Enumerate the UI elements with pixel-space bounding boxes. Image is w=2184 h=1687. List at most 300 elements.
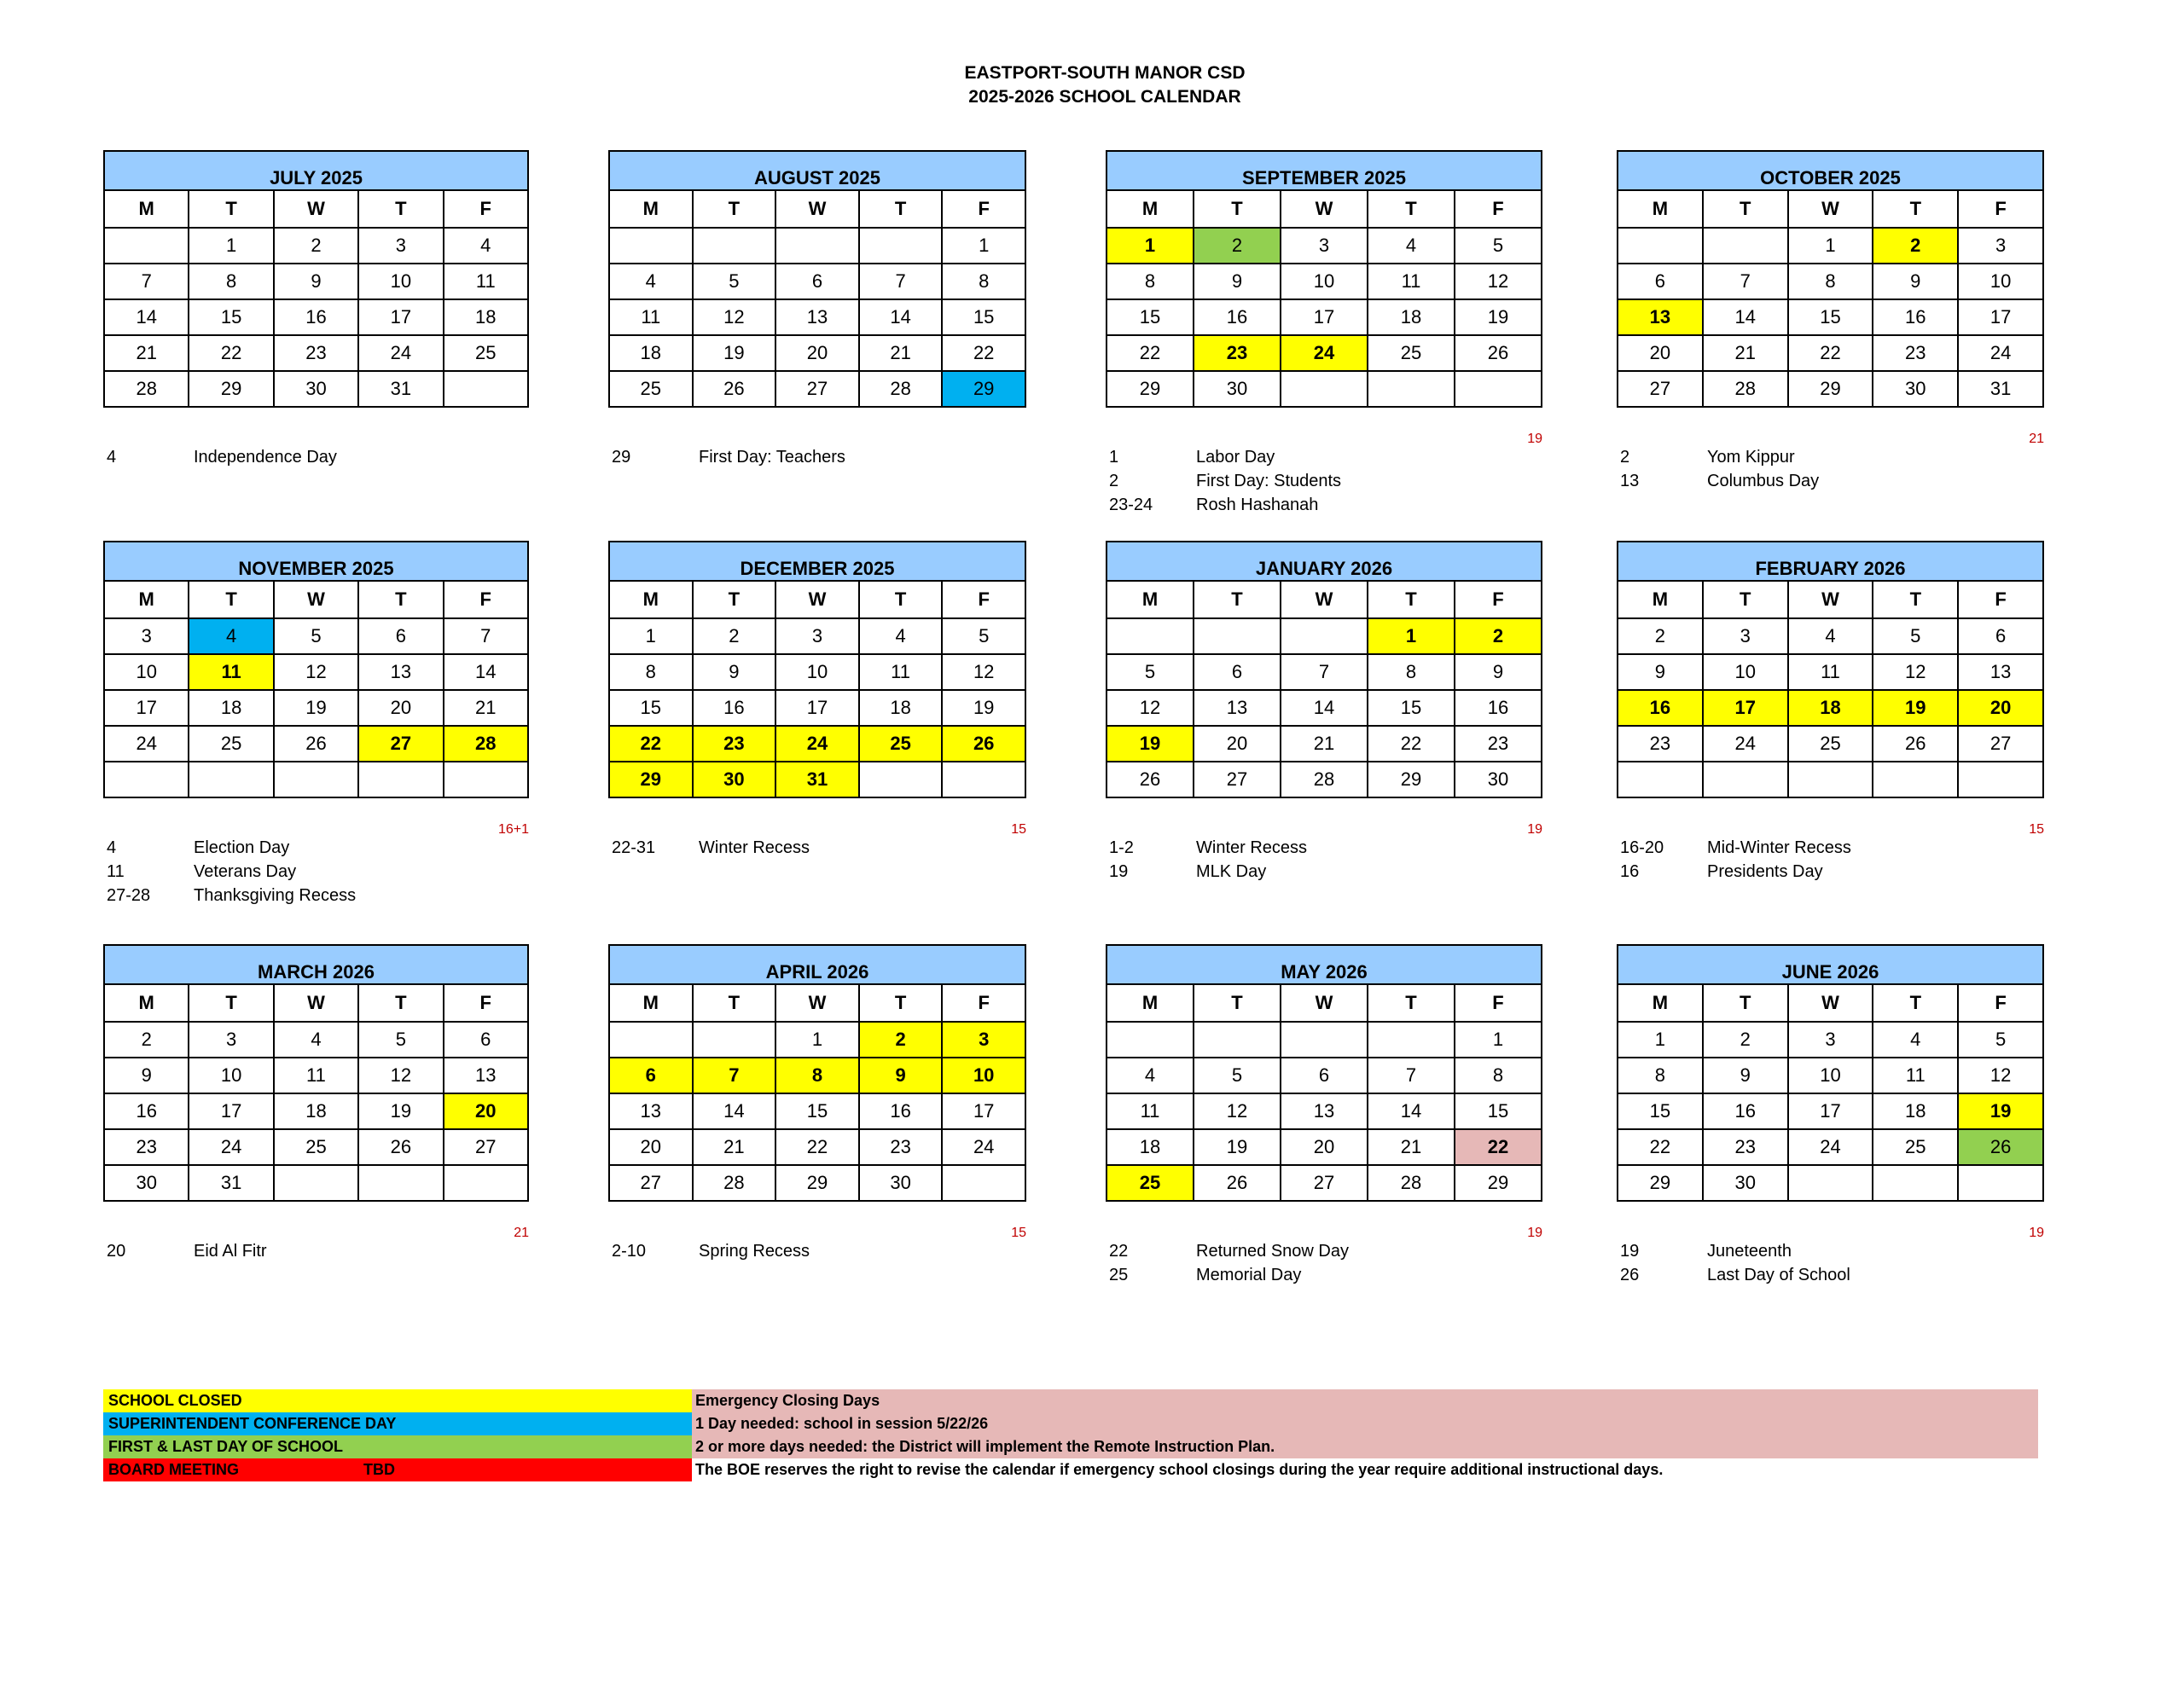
day-cell: 12 bbox=[1455, 264, 1542, 299]
weekday-header: F bbox=[942, 190, 1025, 228]
note-date: 1-2 bbox=[1109, 838, 1134, 857]
weekday-header: T bbox=[358, 190, 443, 228]
weekday-header: W bbox=[1788, 984, 1873, 1022]
day-cell: 26 bbox=[274, 726, 358, 762]
note-date: 16-20 bbox=[1620, 838, 1664, 857]
day-cell: 19 bbox=[1455, 299, 1542, 335]
day-cell: 23 bbox=[1873, 335, 1958, 371]
day-cell: 23 bbox=[693, 726, 776, 762]
week-row bbox=[1618, 654, 2043, 690]
day-cell bbox=[1958, 762, 2043, 797]
day-cell bbox=[942, 1165, 1025, 1201]
legend bbox=[103, 1389, 2038, 1481]
day-cell: 4 bbox=[1788, 618, 1873, 654]
weekday-header: W bbox=[274, 984, 358, 1022]
day-cell: 13 bbox=[444, 1058, 528, 1093]
weekday-header: T bbox=[1703, 190, 1788, 228]
day-cell: 6 bbox=[1281, 1058, 1368, 1093]
legend-school-closed: SCHOOL CLOSED bbox=[103, 1389, 692, 1412]
week-row bbox=[1107, 690, 1542, 726]
month-title: OCTOBER 2025 bbox=[1618, 151, 2043, 190]
month-notes bbox=[1109, 1239, 1546, 1287]
day-cell: 13 bbox=[1618, 299, 1703, 335]
day-cell: 5 bbox=[942, 618, 1025, 654]
day-cell: 19 bbox=[1873, 690, 1958, 726]
month-table bbox=[1106, 944, 1542, 1202]
week-row bbox=[609, 228, 1025, 264]
note-date: 26 bbox=[1620, 1266, 1640, 1284]
weekday-header: T bbox=[1873, 984, 1958, 1022]
day-cell: 27 bbox=[358, 726, 443, 762]
day-cell: 2 bbox=[1194, 228, 1281, 264]
note-date: 2 bbox=[1109, 472, 1119, 490]
day-cell: 18 bbox=[444, 299, 528, 335]
note-description: Yom Kippur bbox=[1707, 448, 1795, 467]
day-cell: 8 bbox=[942, 264, 1025, 299]
day-cell: 2 bbox=[104, 1022, 189, 1058]
day-cell: 20 bbox=[1618, 335, 1703, 371]
day-cell: 15 bbox=[189, 299, 273, 335]
day-cell: 20 bbox=[1281, 1129, 1368, 1165]
day-cell bbox=[1107, 1022, 1194, 1058]
note-item bbox=[1620, 860, 2048, 884]
week-row bbox=[104, 1093, 528, 1129]
day-cell: 22 bbox=[1618, 1129, 1703, 1165]
day-cell: 13 bbox=[1281, 1093, 1368, 1129]
day-cell: 7 bbox=[1281, 654, 1368, 690]
weekday-header: T bbox=[693, 190, 776, 228]
day-cell bbox=[104, 228, 189, 264]
day-cell: 28 bbox=[104, 371, 189, 407]
note-item bbox=[1109, 836, 1546, 860]
day-cell: 29 bbox=[189, 371, 273, 407]
week-row bbox=[104, 228, 528, 264]
day-cell: 5 bbox=[1194, 1058, 1281, 1093]
day-cell: 22 bbox=[775, 1129, 859, 1165]
day-cell: 22 bbox=[189, 335, 273, 371]
legend-row-conference bbox=[103, 1412, 2038, 1435]
week-row bbox=[1107, 618, 1542, 654]
day-cell: 4 bbox=[859, 618, 943, 654]
day-cell: 11 bbox=[1788, 654, 1873, 690]
week-row bbox=[609, 1058, 1025, 1093]
note-date: 1 bbox=[1109, 448, 1119, 467]
weekday-header: F bbox=[1455, 190, 1542, 228]
month-notes bbox=[1620, 1239, 2048, 1287]
weekday-header: M bbox=[1618, 984, 1703, 1022]
day-cell: 30 bbox=[274, 371, 358, 407]
day-cell: 2 bbox=[274, 228, 358, 264]
weekday-header: F bbox=[444, 984, 528, 1022]
day-cell: 5 bbox=[274, 618, 358, 654]
weekday-header: M bbox=[609, 984, 693, 1022]
day-cell: 28 bbox=[444, 726, 528, 762]
month-calendar bbox=[608, 150, 1026, 467]
month-table bbox=[608, 944, 1026, 1202]
day-cell bbox=[189, 762, 273, 797]
day-cell: 14 bbox=[859, 299, 943, 335]
day-cell: 29 bbox=[775, 1165, 859, 1201]
week-row bbox=[609, 1165, 1025, 1201]
month-title: AUGUST 2025 bbox=[609, 151, 1025, 190]
day-cell: 6 bbox=[1958, 618, 2043, 654]
day-cell: 8 bbox=[1788, 264, 1873, 299]
day-cell: 25 bbox=[609, 371, 693, 407]
day-cell: 20 bbox=[1958, 690, 2043, 726]
weekday-header: T bbox=[693, 581, 776, 618]
week-row bbox=[1107, 1129, 1542, 1165]
day-cell: 13 bbox=[775, 299, 859, 335]
week-row bbox=[1618, 299, 2043, 335]
day-cell: 17 bbox=[1281, 299, 1368, 335]
note-date: 11 bbox=[107, 862, 125, 881]
note-date: 13 bbox=[1620, 472, 1640, 490]
day-cell: 9 bbox=[1703, 1058, 1788, 1093]
weekday-header: T bbox=[859, 984, 943, 1022]
day-cell: 2 bbox=[693, 618, 776, 654]
day-cell: 5 bbox=[693, 264, 776, 299]
day-cell bbox=[609, 228, 693, 264]
day-cell bbox=[1281, 371, 1368, 407]
month-table bbox=[1617, 150, 2044, 408]
week-row bbox=[104, 264, 528, 299]
day-cell: 2 bbox=[859, 1022, 943, 1058]
day-cell: 24 bbox=[1703, 726, 1788, 762]
day-cell: 28 bbox=[859, 371, 943, 407]
day-cell: 26 bbox=[1107, 762, 1194, 797]
day-cell: 14 bbox=[1281, 690, 1368, 726]
week-row bbox=[1107, 1165, 1542, 1201]
day-cell: 16 bbox=[1873, 299, 1958, 335]
day-cell: 12 bbox=[274, 654, 358, 690]
week-row bbox=[1618, 1022, 2043, 1058]
weekday-header: T bbox=[1873, 190, 1958, 228]
day-cell: 15 bbox=[609, 690, 693, 726]
instructional-day-count: 19 bbox=[1527, 432, 1542, 446]
legend-row-closed bbox=[103, 1389, 2038, 1412]
day-cell: 29 bbox=[1455, 1165, 1542, 1201]
note-item bbox=[1109, 1263, 1546, 1287]
instructional-day-count: 15 bbox=[1011, 1226, 1026, 1240]
weekday-header: W bbox=[775, 984, 859, 1022]
day-cell: 25 bbox=[1368, 335, 1455, 371]
note-item bbox=[107, 445, 532, 469]
day-cell bbox=[1788, 762, 1873, 797]
week-row bbox=[609, 335, 1025, 371]
note-item bbox=[1620, 1239, 2048, 1263]
day-cell bbox=[1703, 762, 1788, 797]
day-cell bbox=[358, 1165, 443, 1201]
day-cell: 6 bbox=[444, 1022, 528, 1058]
note-description: First Day: Students bbox=[1196, 472, 1342, 490]
week-row bbox=[609, 654, 1025, 690]
week-row bbox=[1107, 1093, 1542, 1129]
note-date: 19 bbox=[1620, 1242, 1640, 1261]
note-description: Labor Day bbox=[1196, 448, 1275, 467]
note-item bbox=[1620, 836, 2048, 860]
day-cell bbox=[1618, 762, 1703, 797]
month-title: JULY 2025 bbox=[104, 151, 528, 190]
day-cell: 1 bbox=[1788, 228, 1873, 264]
day-cell: 19 bbox=[942, 690, 1025, 726]
note-item bbox=[107, 1239, 532, 1263]
weekday-header: W bbox=[274, 581, 358, 618]
note-date: 25 bbox=[1109, 1266, 1129, 1284]
note-item bbox=[1620, 1263, 2048, 1287]
week-row bbox=[104, 690, 528, 726]
note-item bbox=[1109, 1239, 1546, 1263]
day-cell: 13 bbox=[358, 654, 443, 690]
instructional-day-count: 15 bbox=[1011, 822, 1026, 837]
day-cell bbox=[1958, 1165, 2043, 1201]
day-cell: 25 bbox=[1107, 1165, 1194, 1201]
day-cell bbox=[859, 228, 943, 264]
title-year: 2025-2026 SCHOOL CALENDAR bbox=[968, 87, 1241, 107]
weekday-header: W bbox=[1281, 190, 1368, 228]
month-title: JANUARY 2026 bbox=[1107, 542, 1542, 581]
day-cell: 1 bbox=[609, 618, 693, 654]
day-cell: 16 bbox=[274, 299, 358, 335]
day-cell: 3 bbox=[104, 618, 189, 654]
month-notes bbox=[107, 1239, 532, 1263]
day-cell: 26 bbox=[693, 371, 776, 407]
day-cell bbox=[1194, 1022, 1281, 1058]
day-cell: 16 bbox=[693, 690, 776, 726]
day-cell: 16 bbox=[859, 1093, 943, 1129]
day-cell: 21 bbox=[1281, 726, 1368, 762]
day-cell: 17 bbox=[358, 299, 443, 335]
day-cell: 25 bbox=[1873, 1129, 1958, 1165]
weekday-header: F bbox=[1455, 984, 1542, 1022]
day-cell: 29 bbox=[1107, 371, 1194, 407]
day-cell: 18 bbox=[609, 335, 693, 371]
day-cell: 16 bbox=[1455, 690, 1542, 726]
note-date: 19 bbox=[1109, 862, 1129, 881]
day-cell: 11 bbox=[1368, 264, 1455, 299]
weekday-header: W bbox=[274, 190, 358, 228]
day-cell bbox=[1107, 618, 1194, 654]
note-description: Last Day of School bbox=[1707, 1266, 1850, 1284]
month-title: SEPTEMBER 2025 bbox=[1107, 151, 1542, 190]
day-cell: 19 bbox=[1194, 1129, 1281, 1165]
week-row bbox=[1618, 690, 2043, 726]
day-cell: 15 bbox=[1455, 1093, 1542, 1129]
day-cell: 17 bbox=[1703, 690, 1788, 726]
day-cell: 29 bbox=[942, 371, 1025, 407]
day-cell: 12 bbox=[693, 299, 776, 335]
weekday-header: T bbox=[1703, 581, 1788, 618]
note-description: First Day: Teachers bbox=[699, 448, 845, 467]
day-cell: 13 bbox=[609, 1093, 693, 1129]
day-cell: 10 bbox=[358, 264, 443, 299]
day-cell: 10 bbox=[1958, 264, 2043, 299]
day-cell: 10 bbox=[942, 1058, 1025, 1093]
day-cell bbox=[1788, 1165, 1873, 1201]
note-description: Spring Recess bbox=[699, 1242, 810, 1261]
day-cell: 3 bbox=[1281, 228, 1368, 264]
day-cell: 24 bbox=[942, 1129, 1025, 1165]
note-description: MLK Day bbox=[1196, 862, 1267, 881]
day-cell: 17 bbox=[1958, 299, 2043, 335]
weekday-header: F bbox=[444, 581, 528, 618]
note-date: 2 bbox=[1620, 448, 1630, 467]
month-notes bbox=[1109, 836, 1546, 884]
instructional-day-count: 16+1 bbox=[497, 822, 529, 837]
day-cell: 16 bbox=[1194, 299, 1281, 335]
legend-row-board bbox=[103, 1458, 2038, 1481]
month-table bbox=[1617, 541, 2044, 798]
day-cell: 20 bbox=[609, 1129, 693, 1165]
day-cell: 2 bbox=[1455, 618, 1542, 654]
day-cell: 16 bbox=[1618, 690, 1703, 726]
day-cell: 11 bbox=[274, 1058, 358, 1093]
week-row bbox=[1107, 299, 1542, 335]
day-cell: 25 bbox=[189, 726, 273, 762]
day-cell: 30 bbox=[1873, 371, 1958, 407]
week-row bbox=[1618, 762, 2043, 797]
day-cell: 23 bbox=[859, 1129, 943, 1165]
day-cell: 3 bbox=[1788, 1022, 1873, 1058]
day-cell bbox=[693, 1022, 776, 1058]
legend-emergency-title: Emergency Closing Days bbox=[692, 1389, 2038, 1412]
day-cell: 31 bbox=[189, 1165, 273, 1201]
note-item bbox=[612, 445, 1030, 469]
day-cell: 18 bbox=[1873, 1093, 1958, 1129]
month-title: MAY 2026 bbox=[1107, 945, 1542, 984]
day-cell: 9 bbox=[104, 1058, 189, 1093]
day-cell: 27 bbox=[775, 371, 859, 407]
day-cell: 3 bbox=[189, 1022, 273, 1058]
day-cell: 15 bbox=[775, 1093, 859, 1129]
weekday-header: T bbox=[358, 581, 443, 618]
weekday-header: W bbox=[1281, 581, 1368, 618]
month-notes bbox=[612, 1239, 1030, 1263]
day-cell: 5 bbox=[1455, 228, 1542, 264]
month-calendar bbox=[1106, 541, 1542, 881]
day-cell: 15 bbox=[1618, 1093, 1703, 1129]
week-row bbox=[1107, 264, 1542, 299]
month-notes bbox=[612, 836, 1030, 860]
day-cell: 27 bbox=[1958, 726, 2043, 762]
day-cell: 27 bbox=[1281, 1165, 1368, 1201]
weekday-header: M bbox=[104, 581, 189, 618]
day-cell: 2 bbox=[1873, 228, 1958, 264]
month-notes bbox=[1620, 445, 2048, 493]
day-cell: 5 bbox=[1958, 1022, 2043, 1058]
day-cell: 18 bbox=[274, 1093, 358, 1129]
day-cell: 2 bbox=[1703, 1022, 1788, 1058]
day-cell: 16 bbox=[1703, 1093, 1788, 1129]
month-calendar bbox=[1617, 541, 2044, 881]
month-notes bbox=[1620, 836, 2048, 884]
day-cell: 8 bbox=[1618, 1058, 1703, 1093]
day-cell: 18 bbox=[859, 690, 943, 726]
day-cell: 3 bbox=[1703, 618, 1788, 654]
instructional-day-count: 21 bbox=[514, 1226, 529, 1240]
day-cell: 25 bbox=[274, 1129, 358, 1165]
day-cell bbox=[444, 762, 528, 797]
day-cell bbox=[274, 762, 358, 797]
day-cell: 9 bbox=[693, 654, 776, 690]
day-cell: 25 bbox=[859, 726, 943, 762]
day-cell: 14 bbox=[693, 1093, 776, 1129]
day-cell bbox=[444, 1165, 528, 1201]
week-row bbox=[104, 299, 528, 335]
day-cell: 18 bbox=[189, 690, 273, 726]
day-cell: 1 bbox=[775, 1022, 859, 1058]
day-cell: 25 bbox=[444, 335, 528, 371]
day-cell: 4 bbox=[1107, 1058, 1194, 1093]
day-cell bbox=[104, 762, 189, 797]
day-cell bbox=[693, 228, 776, 264]
weekday-header: M bbox=[609, 581, 693, 618]
day-cell: 14 bbox=[1368, 1093, 1455, 1129]
weekday-header: M bbox=[1107, 581, 1194, 618]
month-table bbox=[103, 541, 529, 798]
note-date: 22-31 bbox=[612, 838, 656, 857]
day-cell: 5 bbox=[1873, 618, 1958, 654]
note-item bbox=[107, 836, 532, 860]
note-description: Election Day bbox=[194, 838, 290, 857]
day-cell: 17 bbox=[104, 690, 189, 726]
day-cell: 21 bbox=[693, 1129, 776, 1165]
day-cell: 12 bbox=[1873, 654, 1958, 690]
week-row bbox=[1107, 1058, 1542, 1093]
week-row bbox=[104, 1129, 528, 1165]
month-title: APRIL 2026 bbox=[609, 945, 1025, 984]
week-row bbox=[1618, 1058, 2043, 1093]
day-cell: 9 bbox=[1873, 264, 1958, 299]
day-cell: 20 bbox=[1194, 726, 1281, 762]
day-cell: 11 bbox=[1107, 1093, 1194, 1129]
day-cell: 15 bbox=[1368, 690, 1455, 726]
week-row bbox=[1618, 726, 2043, 762]
day-cell: 24 bbox=[104, 726, 189, 762]
day-cell: 30 bbox=[1194, 371, 1281, 407]
day-cell: 4 bbox=[274, 1022, 358, 1058]
day-cell: 28 bbox=[693, 1165, 776, 1201]
month-calendar bbox=[1617, 150, 2044, 490]
note-date: 23-24 bbox=[1109, 496, 1153, 514]
legend-first-last-day: FIRST & LAST DAY OF SCHOOL bbox=[103, 1435, 692, 1458]
month-title: JUNE 2026 bbox=[1618, 945, 2043, 984]
weekday-header: T bbox=[189, 984, 273, 1022]
month-title: FEBRUARY 2026 bbox=[1618, 542, 2043, 581]
day-cell: 16 bbox=[104, 1093, 189, 1129]
day-cell: 10 bbox=[104, 654, 189, 690]
day-cell: 12 bbox=[1107, 690, 1194, 726]
month-calendar bbox=[1106, 150, 1542, 514]
day-cell: 15 bbox=[1788, 299, 1873, 335]
legend-superintendent-conference-day: SUPERINTENDENT CONFERENCE DAY bbox=[103, 1412, 692, 1435]
day-cell: 24 bbox=[358, 335, 443, 371]
note-date: 2-10 bbox=[612, 1242, 647, 1261]
weekday-header: T bbox=[358, 984, 443, 1022]
day-cell: 24 bbox=[1788, 1129, 1873, 1165]
day-cell bbox=[609, 1022, 693, 1058]
day-cell: 12 bbox=[1958, 1058, 2043, 1093]
day-cell: 5 bbox=[1107, 654, 1194, 690]
day-cell: 30 bbox=[104, 1165, 189, 1201]
month-calendar bbox=[608, 944, 1026, 1261]
weekday-header: W bbox=[1281, 984, 1368, 1022]
weekday-header: W bbox=[1788, 190, 1873, 228]
day-cell: 8 bbox=[1107, 264, 1194, 299]
day-cell bbox=[1281, 1022, 1368, 1058]
legend-board-meeting-label: BOARD MEETING bbox=[108, 1461, 239, 1478]
month-table bbox=[608, 541, 1026, 798]
day-cell: 27 bbox=[1194, 762, 1281, 797]
